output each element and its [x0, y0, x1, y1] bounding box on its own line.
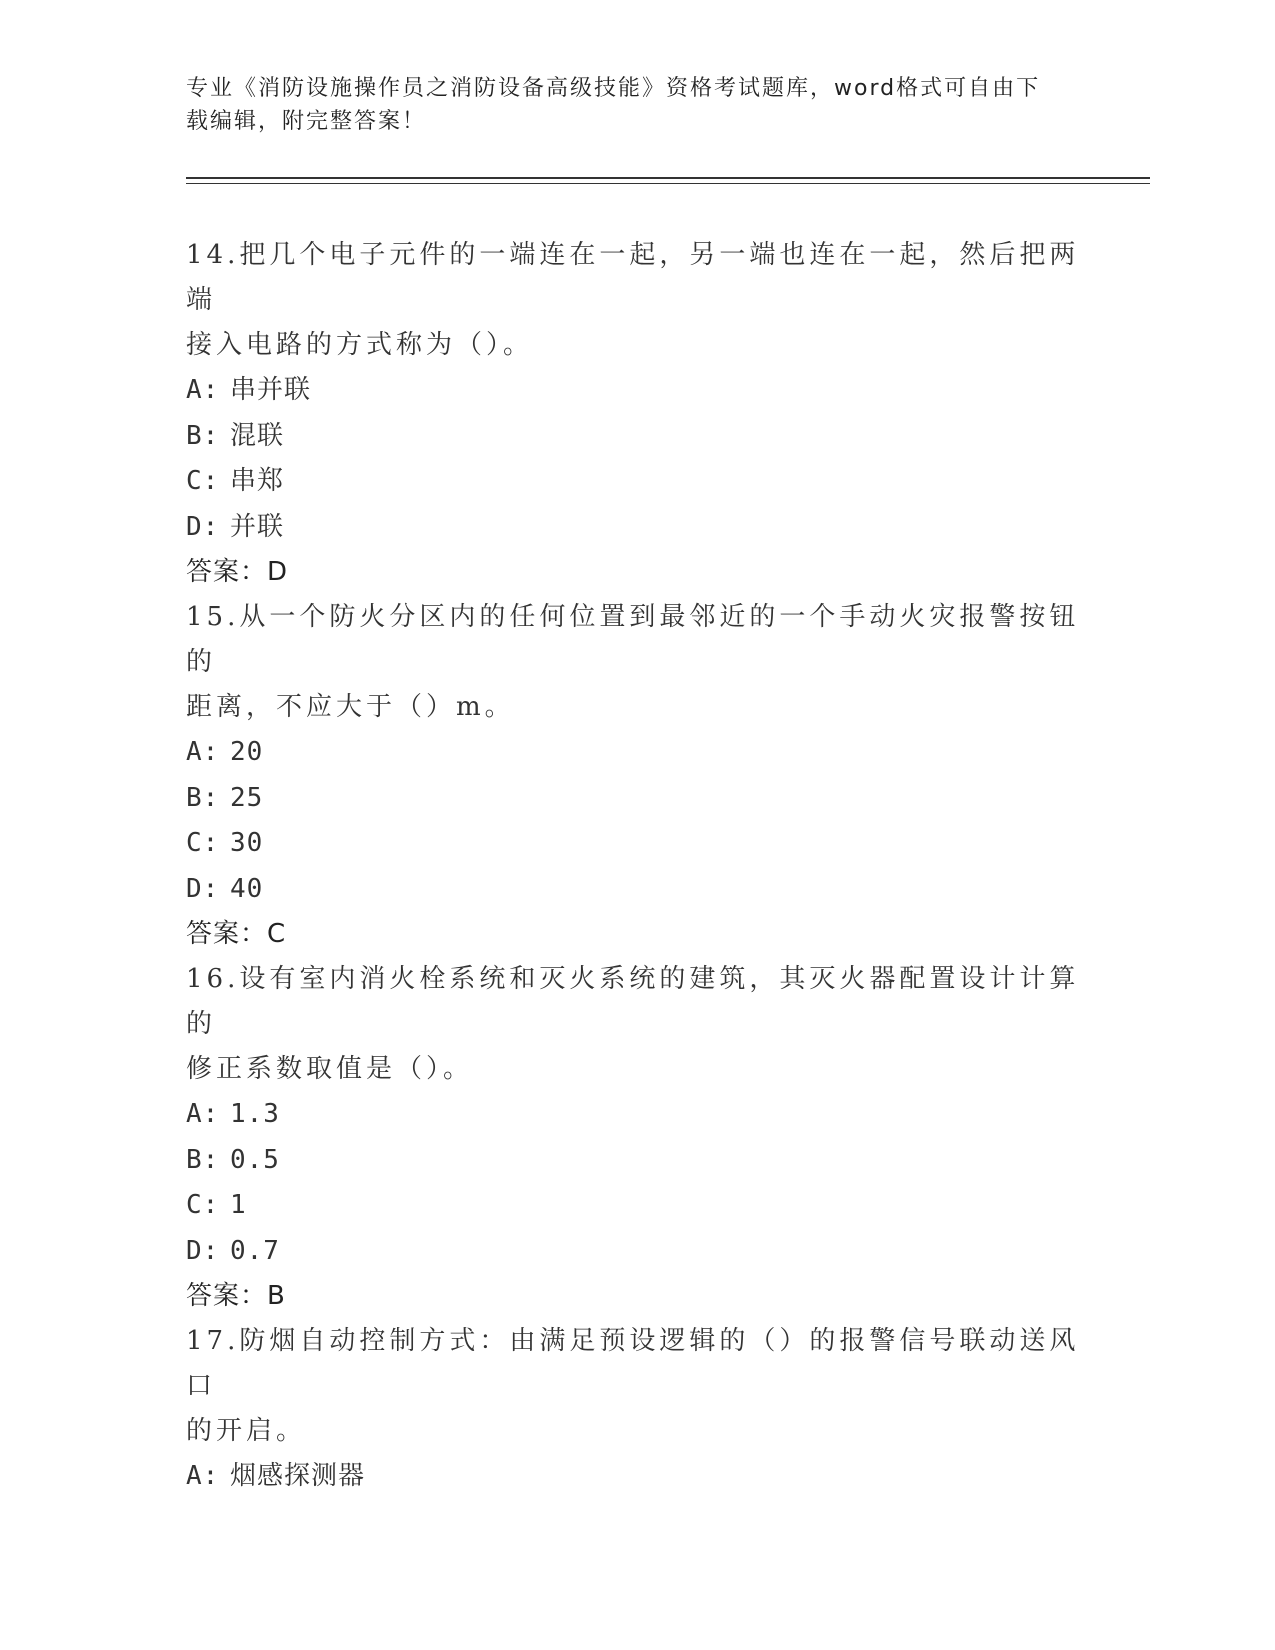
question-15	[186, 595, 1086, 957]
option-a	[186, 368, 1086, 414]
question-stem-line-2: 的开启。	[186, 1416, 307, 1446]
option-letter: C:	[186, 466, 220, 496]
option-b	[186, 776, 1086, 822]
answer-line: 答案：C	[186, 919, 287, 949]
option-b	[186, 1138, 1086, 1184]
option-d	[186, 1229, 1086, 1275]
option-letter: C:	[186, 1190, 220, 1220]
option-list	[186, 730, 1086, 912]
question-stem-line-2: 接入电路的方式称为（）。	[186, 330, 534, 360]
question-16	[186, 957, 1086, 1319]
option-text: 25	[230, 782, 264, 813]
option-letter: D:	[186, 511, 220, 542]
option-letter: D:	[186, 873, 220, 904]
option-text: 0.7	[230, 1235, 280, 1266]
option-c	[186, 1183, 1086, 1229]
question-17	[186, 1319, 1086, 1500]
option-text: 30	[230, 828, 264, 858]
question-stem-line-2: 修正系数取值是（）。	[186, 1054, 474, 1084]
header-divider-thin	[186, 183, 1150, 184]
option-list	[186, 1092, 1086, 1274]
option-text: 串并联	[230, 375, 312, 405]
option-d	[186, 505, 1086, 551]
header-divider-thick	[186, 177, 1150, 179]
option-text: 并联	[230, 511, 285, 542]
option-letter: C:	[186, 828, 220, 858]
question-stem-line-2: 距离，不应大于（）m。	[186, 692, 515, 722]
header-line-1: 专业《消防设施操作员之消防设备高级技能》资格考试题库，word格式可自由下	[186, 76, 1041, 101]
option-text: 混联	[230, 420, 285, 451]
option-letter: D:	[186, 1235, 220, 1266]
option-list	[186, 1454, 1086, 1500]
option-letter: A:	[186, 1099, 220, 1129]
option-list	[186, 368, 1086, 550]
option-text: 串郑	[230, 466, 285, 496]
question-stem-line-1: 15.从一个防火分区内的任何位置到最邻近的一个手动火灾报警按钮的	[186, 602, 1080, 677]
answer-line: 答案：B	[186, 1281, 286, 1311]
option-a	[186, 1092, 1086, 1138]
option-letter: B:	[186, 420, 220, 451]
option-text: 20	[230, 737, 264, 767]
answer-line: 答案：D	[186, 557, 289, 587]
option-c	[186, 821, 1086, 867]
question-stem	[186, 233, 1086, 368]
option-text: 0.5	[230, 1144, 280, 1175]
question-14	[186, 233, 1086, 595]
document-header	[186, 72, 1066, 138]
option-letter: B:	[186, 782, 220, 813]
option-d	[186, 867, 1086, 913]
option-text: 40	[230, 873, 264, 904]
question-stem-line-1: 16.设有室内消火栓系统和灭火系统的建筑，其灭火器配置设计计算的	[186, 964, 1080, 1039]
option-letter: B:	[186, 1144, 220, 1175]
question-stem	[186, 595, 1086, 730]
option-text: 1	[230, 1190, 247, 1220]
option-text: 1.3	[230, 1099, 280, 1129]
option-b	[186, 414, 1086, 460]
question-stem-line-1: 17.防烟自动控制方式：由满足预设逻辑的（）的报警信号联动送风口	[186, 1326, 1080, 1401]
question-stem-line-1: 14.把几个电子元件的一端连在一起，另一端也连在一起，然后把两端	[186, 240, 1080, 315]
option-a	[186, 730, 1086, 776]
question-stem	[186, 957, 1086, 1092]
option-letter: A:	[186, 1461, 220, 1491]
question-stem	[186, 1319, 1086, 1454]
option-letter: A:	[186, 737, 220, 767]
header-line-2: 载编辑，附完整答案！	[186, 109, 427, 134]
option-c	[186, 459, 1086, 505]
option-text: 烟感探测器	[230, 1461, 366, 1491]
option-letter: A:	[186, 375, 220, 405]
option-a	[186, 1454, 1086, 1500]
